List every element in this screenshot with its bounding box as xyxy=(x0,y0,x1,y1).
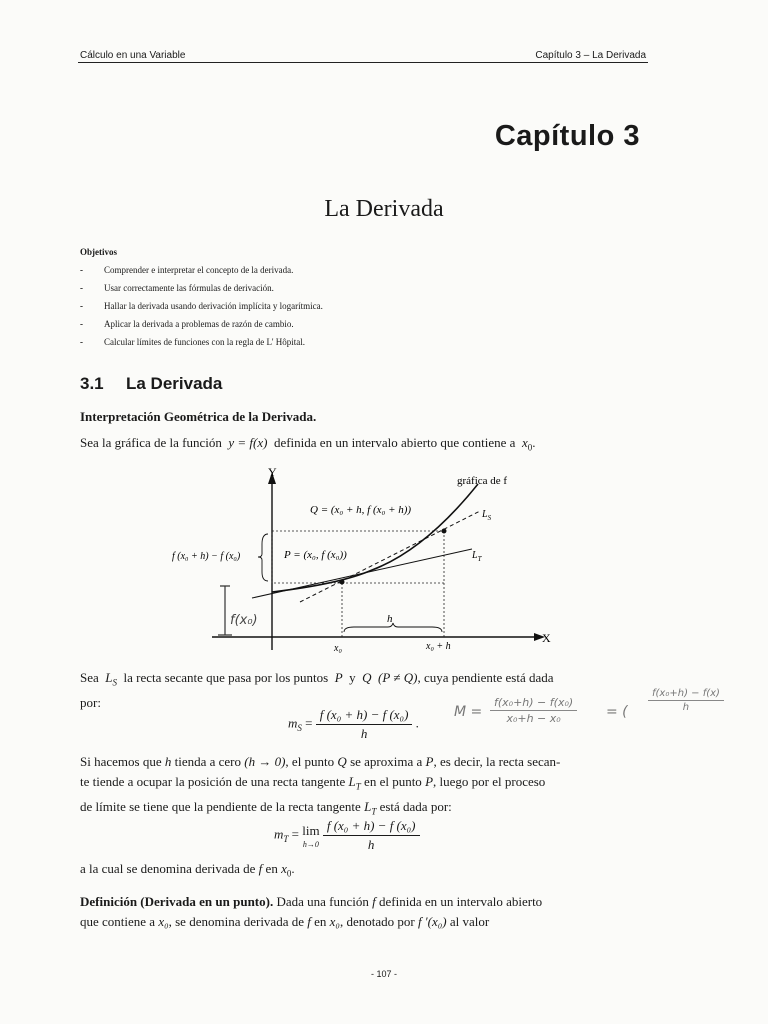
section-number: 3.1 xyxy=(80,374,104,393)
page-title: La Derivada xyxy=(324,196,444,222)
objective-item: - Comprender e interpretar el concepto de la derivada. xyxy=(80,265,294,275)
page-number: - 107 - xyxy=(370,969,397,979)
subsection-heading: Interpretación Geométrica de la Derivada. xyxy=(80,409,317,424)
tangent-slope-formula: $m_T$ = lim h→0 $\frac{\text{f (x₀ + h) − f (x₀)}}{h}$ xyxy=(274,818,420,853)
objective-text: Aplicar la derivada a problemas de razón de cambio. xyxy=(104,319,294,329)
objective-item: - Calcular límites de funciones con la regla de L' Hôpital. xyxy=(80,337,306,347)
section-title: La Derivada xyxy=(126,374,223,393)
point-Q xyxy=(442,529,447,534)
difference-brace xyxy=(258,534,268,581)
P-label: P = (x₀, f (x₀)) xyxy=(284,549,347,561)
x0-tick-label: x₀ xyxy=(334,643,342,654)
geometric-derivative-figure xyxy=(160,462,560,662)
h-brace xyxy=(344,623,442,632)
difference-label: f (x₀ + h) − f (x₀) xyxy=(172,551,241,562)
section-heading xyxy=(80,374,222,394)
chapter-label: Capítulo 3 xyxy=(494,120,640,152)
objective-text: Calcular límites de funciones con la regla de L' Hôpital. xyxy=(104,337,306,347)
objective-item: - Usar correctamente las fórmulas de derivación. xyxy=(80,283,274,293)
running-header-left: Cálculo en una Variable xyxy=(80,50,186,61)
secant-slope-formula: $m_S$ = $\frac{\text{f (x₀ + h) − f (x₀)}}{h}$ . xyxy=(288,707,419,741)
objective-text: Usar correctamente las fórmulas de derivación. xyxy=(104,283,274,293)
objective-item: - Aplicar la derivada a problemas de razón de cambio. xyxy=(80,319,294,329)
header-rule xyxy=(78,62,648,63)
x-axis-label: X xyxy=(542,631,551,645)
y-axis-label: Y xyxy=(268,465,277,479)
handwritten-fraction-1: $\frac{\text{f(x₀+h) − f(x₀)}}{\text{x₀+h − x₀}}$ xyxy=(490,696,577,725)
LT-label: $L_T$ xyxy=(472,550,482,563)
intro-paragraph: Sea la gráfica de la función y = f(x) definida en un intervalo abierto que contiene a $x_0$. xyxy=(80,435,536,453)
objective-item: - Hallar la derivada usando derivación implícita y logarítmica. xyxy=(80,301,323,311)
objectives-heading: Objetivos xyxy=(80,247,117,257)
handwritten-note-eq: = ( xyxy=(606,704,628,720)
limit-paragraph: Si hacemos que h tienda a cero (h → 0), el punto Q se aproxima a P, es decir, la recta secan- te tiende a ocupar la posición de una recta tangente $L_T$ en el punto P, luego por el proceso de límite se tiene que la pendiente de la recta tangente $L_T$ está dada por: xyxy=(80,754,561,817)
definition-heading: Definición (Derivada en un punto). xyxy=(80,894,274,909)
Q-label: Q = (x₀ + h, f (x₀ + h)) xyxy=(310,504,412,516)
objective-text: Comprender e interpretar el concepto de la derivada. xyxy=(104,265,294,275)
function-expression: y = f(x) xyxy=(228,435,268,450)
objective-text: Hallar la derivada usando derivación implícita y logarítmica. xyxy=(104,301,323,311)
handwritten-note-m: M = xyxy=(454,704,483,720)
handwritten-fx0: f(x₀) xyxy=(230,613,258,628)
running-header-right: Capítulo 3 – La Derivada xyxy=(535,50,646,61)
graph-label: gráfica de f xyxy=(457,475,508,487)
x0h-tick-label: x₀ + h xyxy=(426,641,451,652)
definition-paragraph: Definición (Derivada en un punto). Dada una función f definida en un intervalo abierto que contiene a x₀, se denomina derivada de f en x₀, denotado por f ′(x₀) al valor xyxy=(80,894,543,929)
handwritten-fraction-2: $\frac{\text{f(x₀+h) − f(x)}}{h}$ xyxy=(648,688,724,713)
secant-paragraph: Sea $L_S$ la recta secante que pasa por los puntos P y Q (P ≠ Q), cuya pendiente está dada por: xyxy=(80,670,554,710)
function-curve xyxy=(272,484,478,592)
LS-label: $L_S$ xyxy=(482,509,492,522)
derivative-sentence: a la cual se denomina derivada de f en $x_0$. xyxy=(80,861,295,879)
h-label: h xyxy=(387,613,393,625)
point-P xyxy=(340,580,345,585)
